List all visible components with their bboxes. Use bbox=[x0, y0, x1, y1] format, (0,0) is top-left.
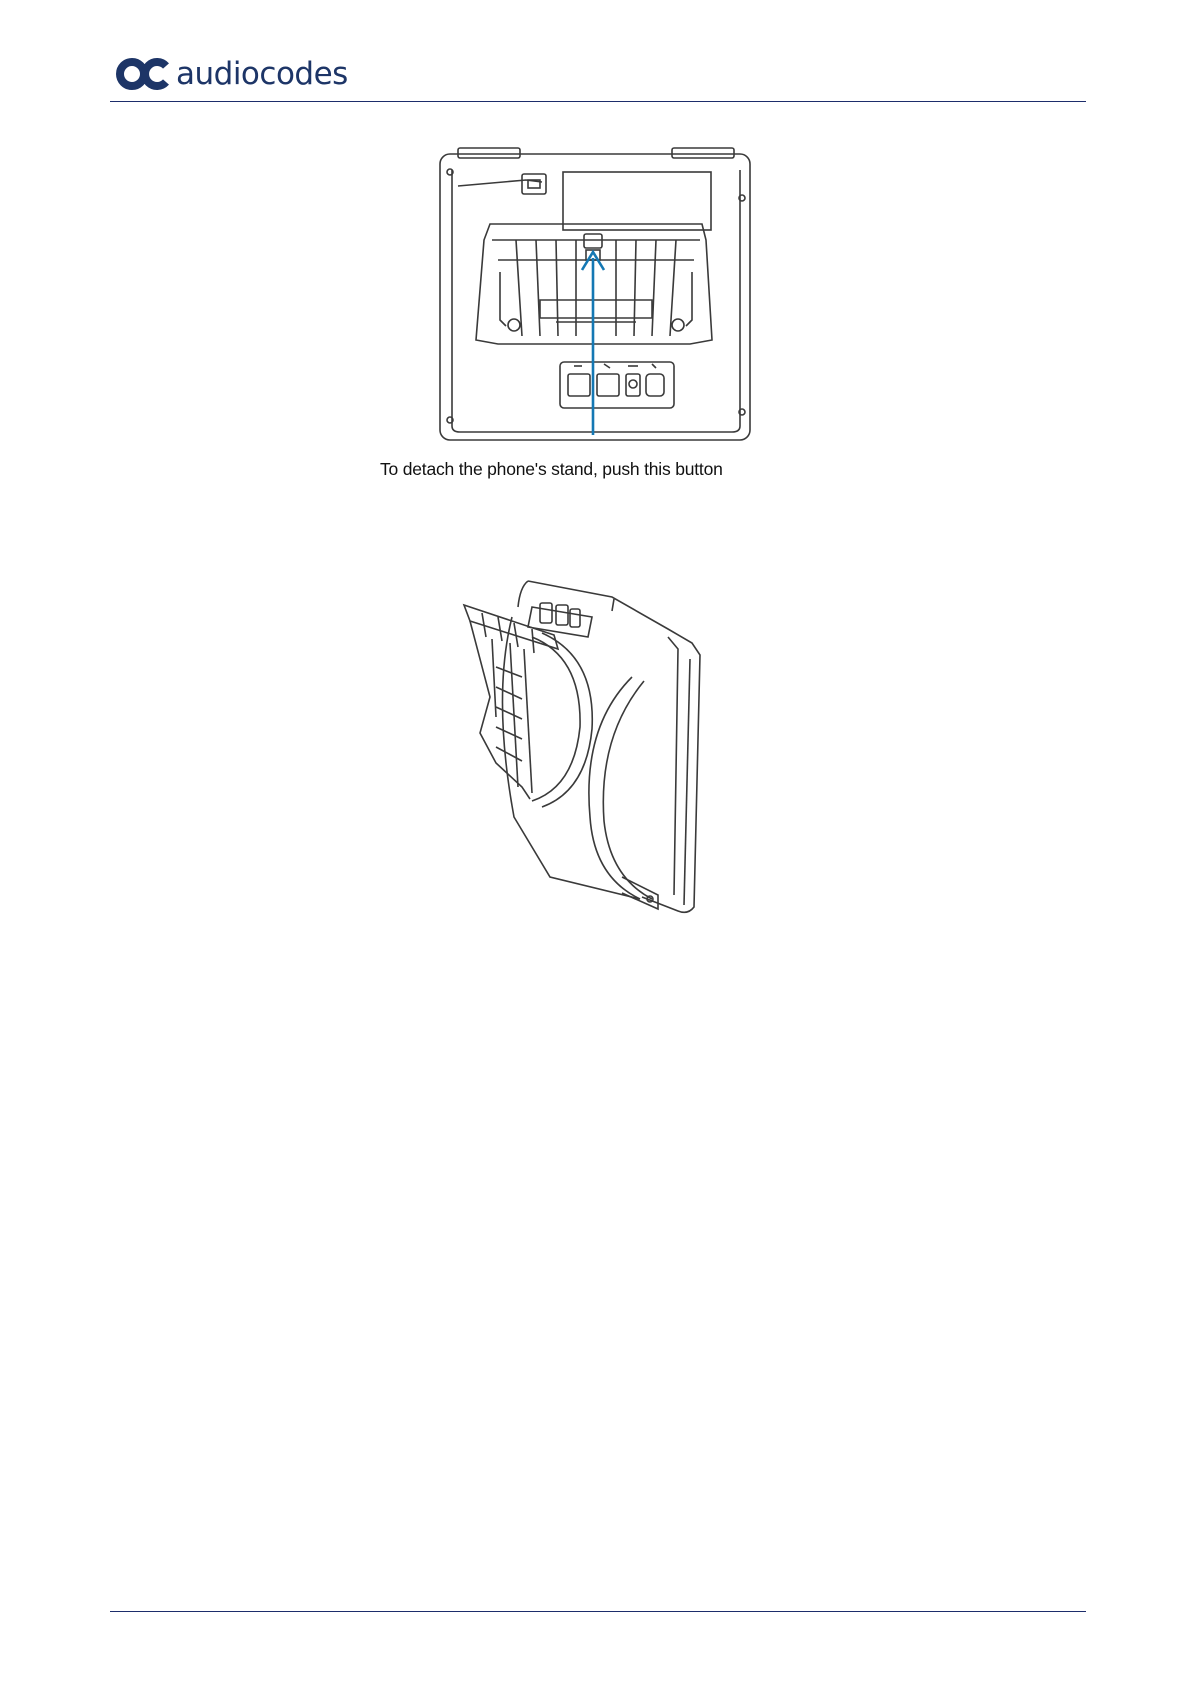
page-header bbox=[0, 0, 1191, 105]
logo-wordmark: audiocodes bbox=[176, 56, 348, 92]
footer-rule bbox=[110, 1611, 1086, 1612]
audiocodes-logo-mark-icon bbox=[116, 56, 174, 92]
figure-caption: To detach the phone's stand, push this button bbox=[380, 459, 723, 479]
audiocodes-logo bbox=[116, 56, 348, 92]
phone-rear-view-illustration bbox=[436, 140, 756, 445]
header-rule bbox=[110, 101, 1086, 102]
phone-with-stand-illustration bbox=[462, 577, 732, 962]
